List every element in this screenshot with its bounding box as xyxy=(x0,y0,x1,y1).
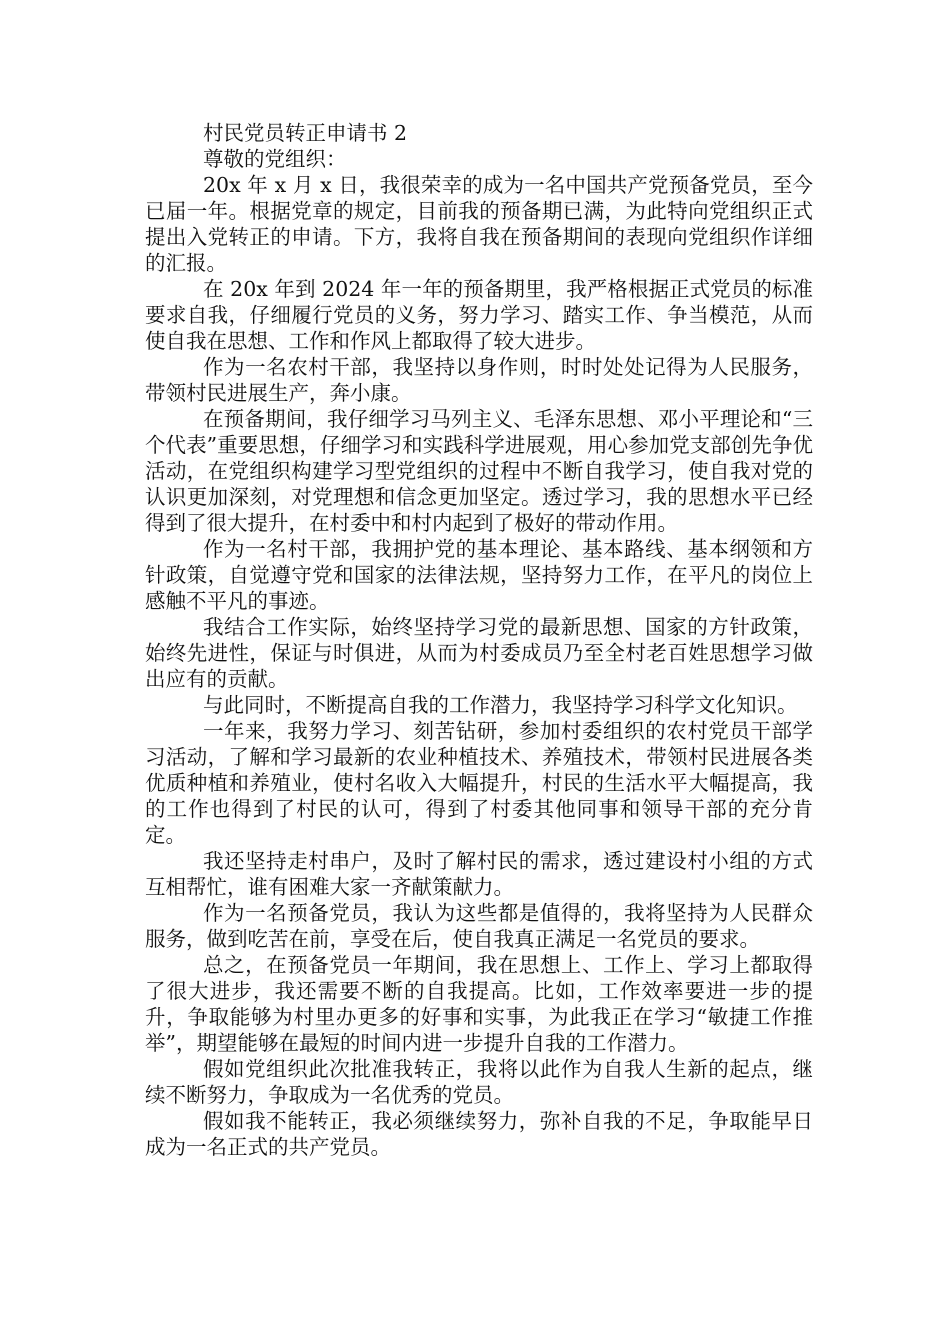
paragraph: 假如党组织此次批准我转正，我将以此作为自我人生新的起点，继续不断努力，争取成为一名优秀的党员。 xyxy=(145,1057,813,1107)
paragraph: 作为一名村干部，我拥护党的基本理论、基本路线、基本纲领和方针政策，自觉遵守党和国家的法律法规，坚持努力工作，在平凡的岗位上感触不平凡的事迹。 xyxy=(145,537,813,613)
paragraph: 与此同时，不断提高自我的工作潜力，我坚持学习科学文化知识。 xyxy=(203,693,798,717)
paragraph: 总之，在预备党员一年期间，我在思想上、工作上、学习上都取得了很大进步，我还需要不断的自我提高。比如，工作效率要进一步的提升，争取能够为村里办更多的好事和实事，为此我正在学习“敏捷工作推举”，期望能够在最短的时间内进一步提升自我的工作潜力。 xyxy=(145,953,813,1055)
paragraph: 假如我不能转正，我必须继续努力，弥补自我的不足，争取能早日成为一名正式的共产党员。 xyxy=(145,1109,813,1159)
document-page xyxy=(145,120,813,1160)
paragraph: 我还坚持走村串户，及时了解村民的需求，透过建设村小组的方式互相帮忙，谁有困难大家一齐献策献力。 xyxy=(145,849,813,899)
paragraph: 20x 年 x 月 x 日，我很荣幸的成为一名中国共产党预备党员，至今已届一年。根据党章的规定，目前我的预备期已满，为此特向党组织正式提出入党转正的申请。下方，我将自我在预备期间的表现向党组织作详细的汇报。 xyxy=(145,173,813,275)
salutation: 尊敬的党组织： xyxy=(203,147,347,171)
paragraph: 作为一名农村干部，我坚持以身作则，时时处处记得为人民服务，带领村民进展生产，奔小康。 xyxy=(145,355,813,405)
paragraph: 作为一名预备党员，我认为这些都是值得的，我将坚持为人民群众服务，做到吃苦在前，享受在后，使自我真正满足一名党员的要求。 xyxy=(145,901,813,951)
paragraph: 在 20x 年到 2024 年一年的预备期里，我严格根据正式党员的标准要求自我，仔细履行党员的义务，努力学习、踏实工作、争当模范，从而使自我在思想、工作和作风上都取得了较大进步。 xyxy=(145,277,813,353)
paragraph: 我结合工作实际，始终坚持学习党的最新思想、国家的方针政策，始终先进性，保证与时俱进，从而为村委成员乃至全村老百姓思想学习做出应有的贡献。 xyxy=(145,615,813,691)
document-title: 村民党员转正申请书 2 xyxy=(203,121,408,145)
paragraph: 一年来，我努力学习、刻苦钻研，参加村委组织的农村党员干部学习活动，了解和学习最新的农业种植技术、养殖技术，带领村民进展各类优质种植和养殖业，使村名收入大幅提升，村民的生活水平大幅提高，我的工作也得到了村民的认可，得到了村委其他同事和领导干部的充分肯定。 xyxy=(145,719,813,847)
paragraph: 在预备期间，我仔细学习马列主义、毛泽东思想、邓小平理论和“三个代表”重要思想，仔细学习和实践科学进展观，用心参加党支部创先争优活动，在党组织构建学习型党组织的过程中不断自我学习，使自我对党的认识更加深刻，对党理想和信念更加坚定。透过学习，我的思想水平已经得到了很大提升，在村委中和村内起到了极好的带动作用。 xyxy=(145,407,813,535)
